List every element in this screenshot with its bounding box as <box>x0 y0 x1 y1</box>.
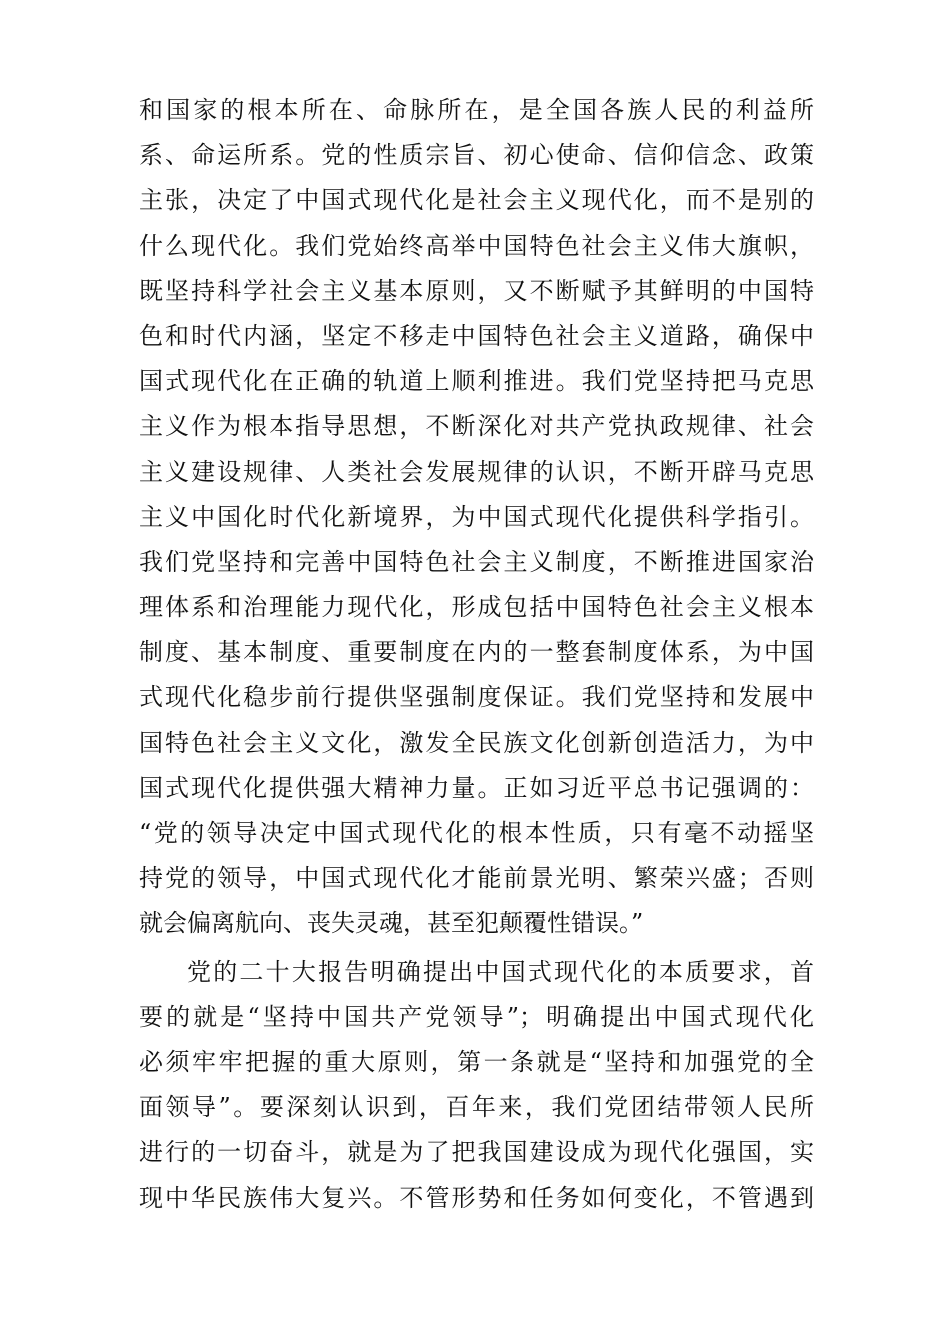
text-line: 理体系和治理能力现代化，形成包括中国特色社会主义根本 <box>139 593 814 622</box>
text-line: 持党的领导，中国式现代化才能前景光明、繁荣兴盛；否则 <box>139 864 814 893</box>
paragraph-2 <box>139 950 814 1221</box>
text-line: 现中华民族伟大复兴。不管形势和任务如何变化，不管遇到 <box>139 1183 814 1212</box>
text-line: 和国家的根本所在、命脉所在，是全国各族人民的利益所 <box>139 96 814 124</box>
text-line: 什么现代化。我们党始终高举中国特色社会主义伟大旗帜， <box>139 231 814 260</box>
text-line: “党的领导决定中国式现代化的根本性质，只有毫不动摇坚 <box>139 819 814 847</box>
text-line: 制度、基本制度、重要制度在内的一整套制度体系，为中国 <box>139 638 814 667</box>
text-line: 进行的一切奋斗，就是为了把我国建设成为现代化强国，实 <box>139 1138 814 1167</box>
text-line: 主义中国化时代化新境界，为中国式现代化提供科学指引。 <box>139 502 814 531</box>
text-line: 国式现代化提供强大精神力量。正如习近平总书记强调的： <box>139 773 814 802</box>
text-line: 主义作为根本指导思想，不断深化对共产党执政规律、社会 <box>139 412 814 441</box>
text-line: 式现代化稳步前行提供坚强制度保证。我们党坚持和发展中 <box>139 683 814 712</box>
text-line: 既坚持科学社会主义基本原则，又不断赋予其鲜明的中国特 <box>139 276 814 305</box>
text-line: 国特色社会主义文化，激发全民族文化创新创造活力，为中 <box>139 728 814 757</box>
text-line: 系、命运所系。党的性质宗旨、初心使命、信仰信念、政策 <box>139 141 814 170</box>
text-line: 必须牢牢把握的重大原则，第一条就是“坚持和加强党的全 <box>139 1047 814 1076</box>
text-line: 面领导”。要深刻认识到，百年来，我们党团结带领人民所 <box>139 1093 814 1122</box>
text-line: 色和时代内涵，坚定不移走中国特色社会主义道路，确保中 <box>139 321 814 350</box>
text-line: 就会偏离航向、丧失灵魂，甚至犯颠覆性错误。” <box>139 909 644 938</box>
document-page <box>139 88 814 1221</box>
paragraph-1 <box>139 88 814 947</box>
text-line: 国式现代化在正确的轨道上顺利推进。我们党坚持把马克思 <box>139 367 814 396</box>
text-line: 我们党坚持和完善中国特色社会主义制度，不断推进国家治 <box>139 547 814 576</box>
text-line: 主张，决定了中国式现代化是社会主义现代化，而不是别的 <box>139 186 814 215</box>
text-line: 要的就是“坚持中国共产党领导”；明确提出中国式现代化 <box>139 1002 814 1031</box>
text-line: 主义建设规律、人类社会发展规律的认识，不断开辟马克思 <box>139 457 814 486</box>
text-line: 党的二十大报告明确提出中国式现代化的本质要求，首 <box>187 957 814 986</box>
